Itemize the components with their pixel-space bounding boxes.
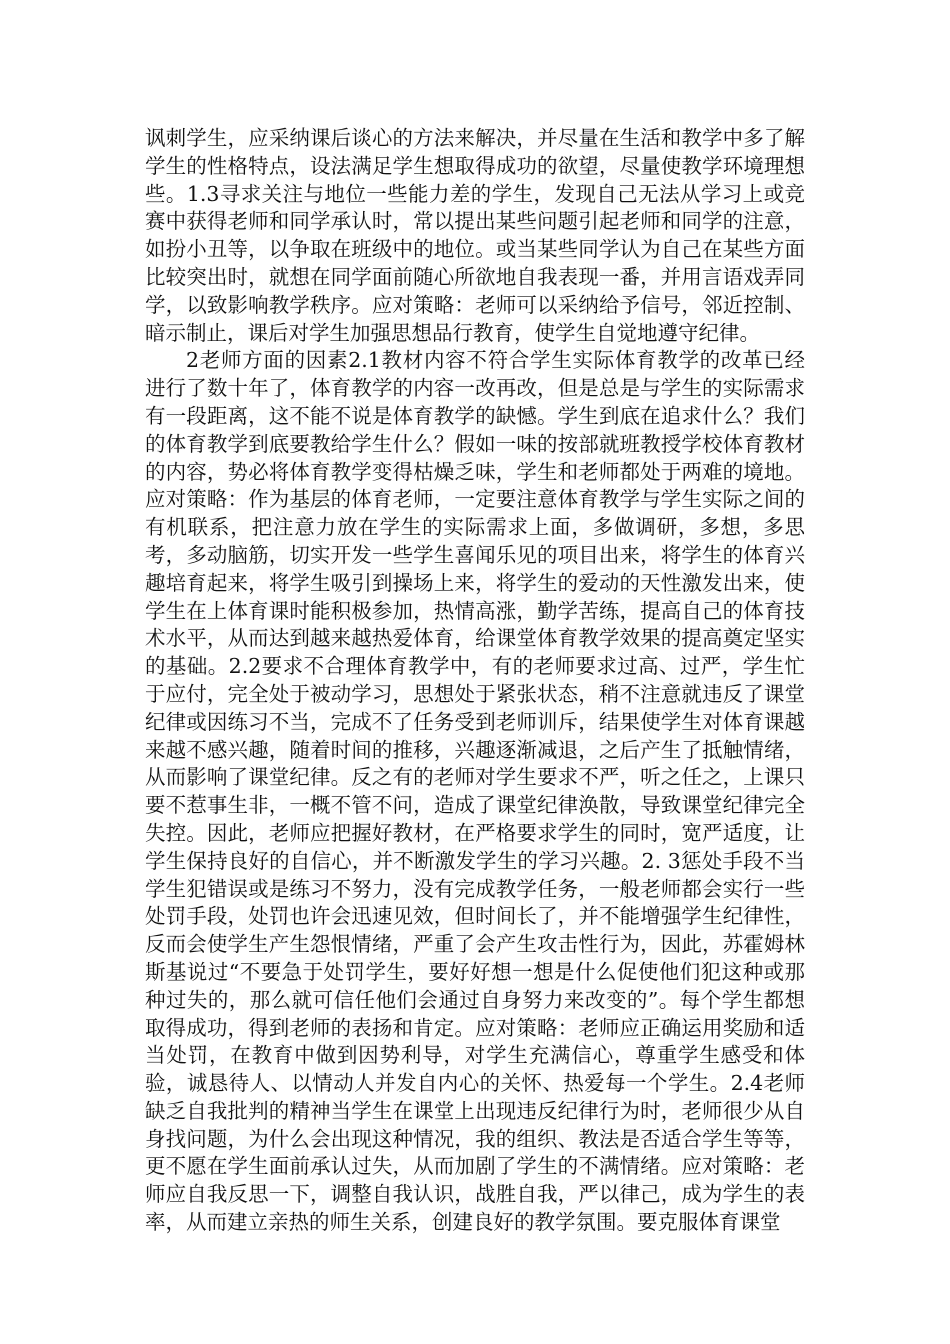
document-page	[145, 125, 805, 1235]
paragraph-1: 讽刺学生，应采纳课后谈心的方法来解决，并尽量在生活和教学中多了解学生的性格特点，设法满足学生想取得成功的欲望，尽量使教学环境理想些。1.3寻求关注与地位一些能力差的学生，发现自己无法从学习上或竞赛中获得老师和同学承认时，常以提出某些问题引起老师和同学的注意，如扮小丑等，以争取在班级中的地位。或当某些同学认为自己在某些方面比较突出时，就想在同学面前随心所欲地自我表现一番，并用言语戏弄同学，以致影响教学秩序。应对策略：老师可以采纳给予信号，邻近控制、暗示制止，课后对学生加强思想品行教育，使学生自觉地遵守纪律。	[145, 126, 805, 345]
paragraph-2: 2老师方面的因素2.1教材内容不符合学生实际体育教学的改革已经进行了数十年了，体育教学的内容一改再改，但是总是与学生的实际需求有一段距离，这不能不说是体育教学的缺憾。学生到底在追求什么？我们的体育教学到底要教给学生什么？假如一味的按部就班教授学校体育教材的内容，势必将体育教学变得枯燥乏味，学生和老师都处于两难的境地。应对策略：作为基层的体育老师，一定要注意体育教学与学生实际之间的有机联系，把注意力放在学生的实际需求上面，多做调研，多想，多思考，多动脑筋，切实开发一些学生喜闻乐见的项目出来，将学生的体育兴趣培育起来，将学生吸引到操场上来，将学生的爱动的天性激发出来，使学生在上体育课时能积极参加，热情高涨，勤学苦练，提高自己的体育技术水平，从而达到越来越热爱体育，给课堂体育教学效果的提高奠定坚实的基础。2.2要求不合理体育教学中，有的老师要求过高、过严，学生忙于应付，完全处于被动学习，思想处于紧张状态，稍不注意就违反了课堂纪律或因练习不当，完成不了任务受到老师训斥，结果使学生对体育课越来越不感兴趣，随着时间的推移，兴趣逐渐减退，之后产生了抵触情绪，从而影响了课堂纪律。反之有的老师对学生要求不严，听之任之，上课只要不惹事生非，一概不管不问，造成了课堂纪律涣散，导致课堂纪律完全失控。因此，老师应把握好教材，在严格要求学生的同时，宽严适度，让学生保持良好的自信心，并不断激发学生的学习兴趣。2. 3惩处手段不当学生犯错误或是练习不努力，没有完成教学任务，一般老师都会实行一些处罚手段，处罚也许会迅速见效，但时间长了，并不能增强学生纪律性，反而会使学生产生怨恨情绪，严重了会产生攻击性行为，因此，苏霍姆林斯基说过“不要急于处罚学生，要好好想一想是什么促使他们犯这种或那种过失的，那么就可信任他们会通过自身努力来改变的”。每个学生都想取得成功，得到老师的表扬和肯定。应对策略：老师应正确运用奖励和适当处罚，在教育中做到因势利导，对学生充满信心，尊重学生感受和体验，诚恳待人、以情动人并发自内心的关怀、热爱每一个学生。2.4老师缺乏自我批判的精神当学生在课堂上出现违反纪律行为时，老师很少从自身找问题，为什么会出现这种情况，我的组织、教法是否适合学生等等，更不愿在学生面前承认过失，从而加剧了学生的不满情绪。应对策略：老师应自我反思一下，调整自我认识，战胜自我，严以律己，成为学生的表率，从而建立亲热的师生关系，创建良好的教学氛围。要克服体育课堂	[145, 348, 805, 1235]
